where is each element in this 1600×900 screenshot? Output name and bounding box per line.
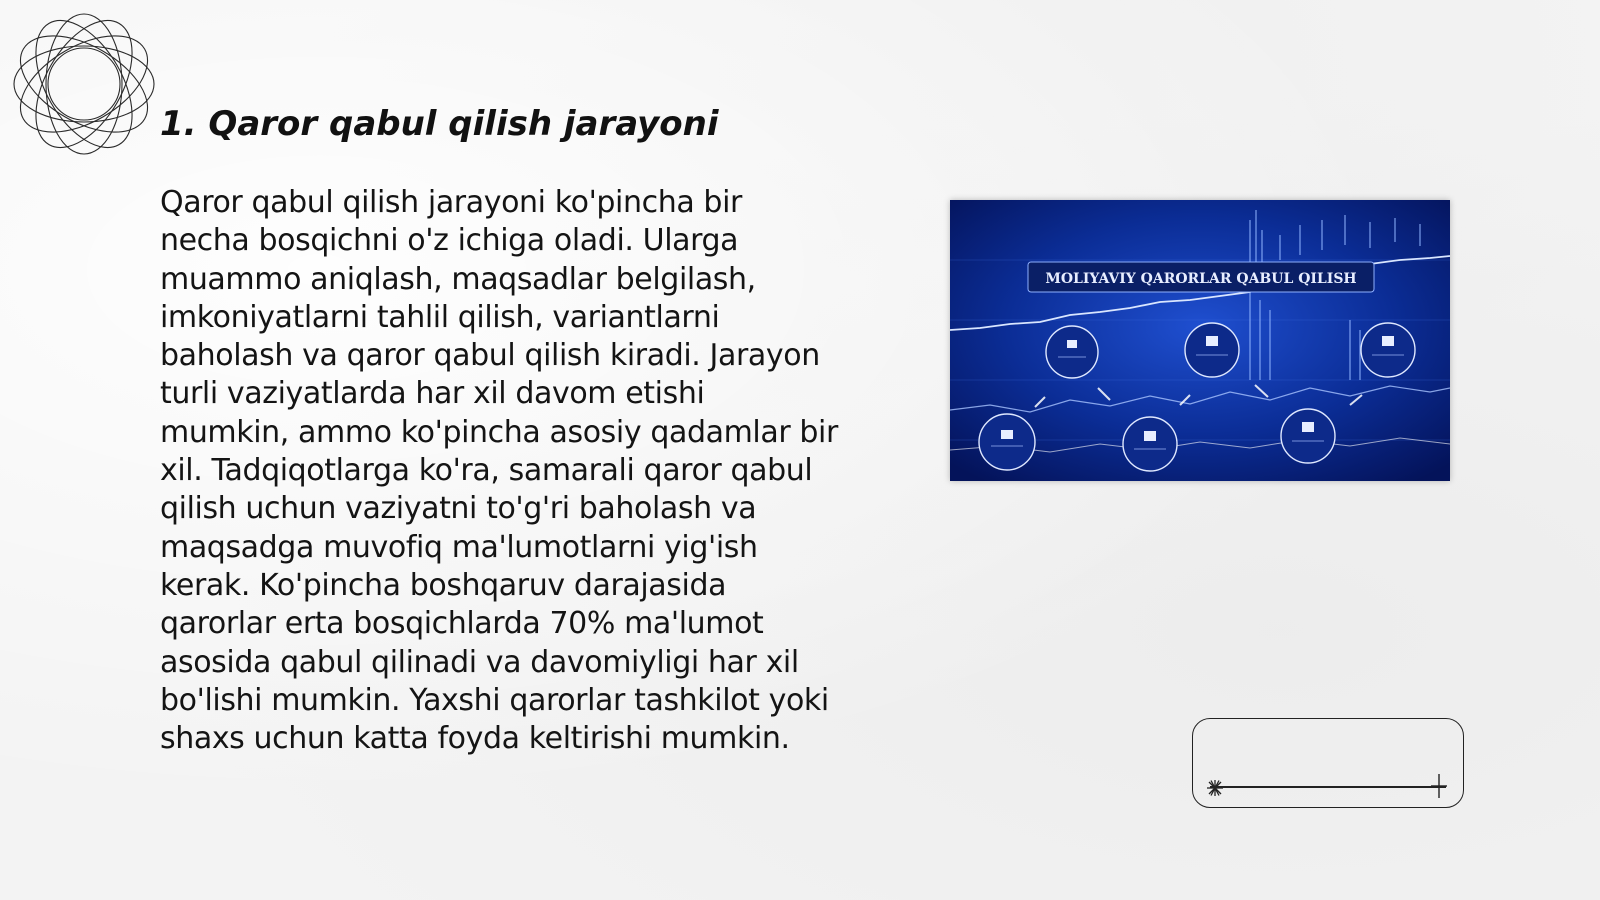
circle-ornament-icon — [10, 10, 158, 158]
cross-icon — [1429, 774, 1449, 798]
picture-caption: MOLIYAVIY QARORLAR QABUL QILISH — [1045, 271, 1357, 287]
slide-title: 1. Qaror qabul qilish jarayoni — [160, 104, 719, 144]
decorative-frame — [1192, 718, 1464, 808]
financial-decisions-picture — [950, 200, 1450, 481]
spark-icon — [1206, 779, 1224, 797]
decorative-line — [1210, 786, 1446, 788]
slide-body-text: Qaror qabul qilish jarayoni ko'pincha bir necha bosqichni o'z ichiga oladi. Ularga muammo aniqlash, maqsadlar belgilash, imkoniyatlarni tahlil qilish, variantlarni baholash va qaror qabul qilish kiradi. Jarayon turli vaziyatlarda har xil davom etishi mumkin, ammo ko'pincha asosiy qadamlar bir xil. Tadqiqotlarga ko'ra, samarali qaror qabul qilish uchun vaziyatni to'g'ri baholash va maqsadga muvofiq ma'lumotlarni yig'ish kerak. Ko'pincha boshqaruv darajasida qarorlar erta bosqichlarda 70% ma'lumot asosida qabul qilinadi va davomiyligi har xil bo'lishi mumkin. Yaxshi qarorlar tashkilot yoki shaxs uchun katta foyda keltirishi mumkin. — [160, 185, 838, 757]
